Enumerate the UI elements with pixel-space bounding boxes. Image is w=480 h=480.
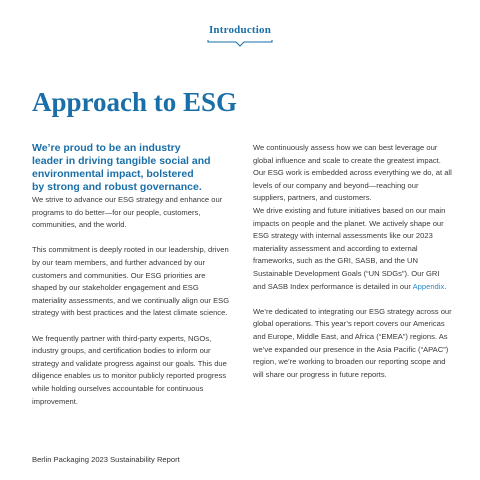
paragraph-gap: [253, 293, 453, 306]
lead-line: We’re proud to be an industry: [32, 142, 181, 154]
paragraph-gap: [32, 232, 232, 245]
paragraph-gap: [32, 320, 232, 333]
lead-line: leader in driving tangible social and: [32, 155, 211, 167]
page-footer: Berlin Packaging 2023 Sustainability Report: [32, 455, 180, 464]
lead-line: by strong and robust governance.: [32, 181, 202, 193]
section-tag: [0, 20, 480, 47]
period: .: [444, 281, 447, 291]
left-paragraph-2: This commitment is deeply rooted in our leadership, driven by our team members, and further advanced by our customers and communities. Our ESG priorities are shaped by our stakeholder engagement and ESG materiality assessments, and we continually align our ESG strategy with best practices and the latest climate science.: [32, 245, 230, 318]
section-tag-label: Introduction: [208, 24, 272, 36]
appendix-link[interactable]: Appendix: [412, 281, 445, 291]
page-title: Approach to ESG: [32, 87, 238, 117]
bracket-underline-icon: [207, 39, 273, 47]
left-column: [32, 142, 232, 408]
right-paragraph-2: [253, 205, 453, 293]
right-paragraph-3: We’re dedicated to integrating our ESG strategy across our global operations. This year’s report covers our Americas and Europe, Middle East, and Africa (“EMEA”) regions. As we’ve expanded our presence in the Asia Pacific (“APAC”) region, we’re working to broaden our reporting scope and will share our progress in future reports.: [253, 306, 452, 379]
left-paragraph-3: We frequently partner with third-party experts, NGOs, industry groups, and certification bodies to inform our strategy and validate progress against our goals. This due diligence enables us to monitor publicly reported progress while holding ourselves accountable for continuous improvement.: [32, 333, 227, 406]
right-paragraph-1: We continuously assess how we can best leverage our global influence and scale to create the greatest impact. Our ESG work is embedded across everything we do, at all levels of our company and beyond—reaching our suppliers, partners, and customers.: [253, 143, 452, 203]
right-column: [253, 142, 453, 381]
lead-statement: [32, 142, 232, 194]
lead-line: environmental impact, bolstered: [32, 168, 194, 180]
left-paragraph-1: We strive to advance our ESG strategy and enhance our programs to do better—for our people, customers, communities, and the world.: [32, 195, 223, 230]
right-paragraph-2-text: We drive existing and future initiatives based on our main impacts on people and the planet. We actively shape our ESG strategy with internal assessments like our 2023 materiality assessment and according to external frameworks, such as the GRI, SASB, and the UN Sustainable Development Goals (“UN SDGs”). Our GRI and SASB Index performance is detailed in our: [253, 205, 446, 291]
